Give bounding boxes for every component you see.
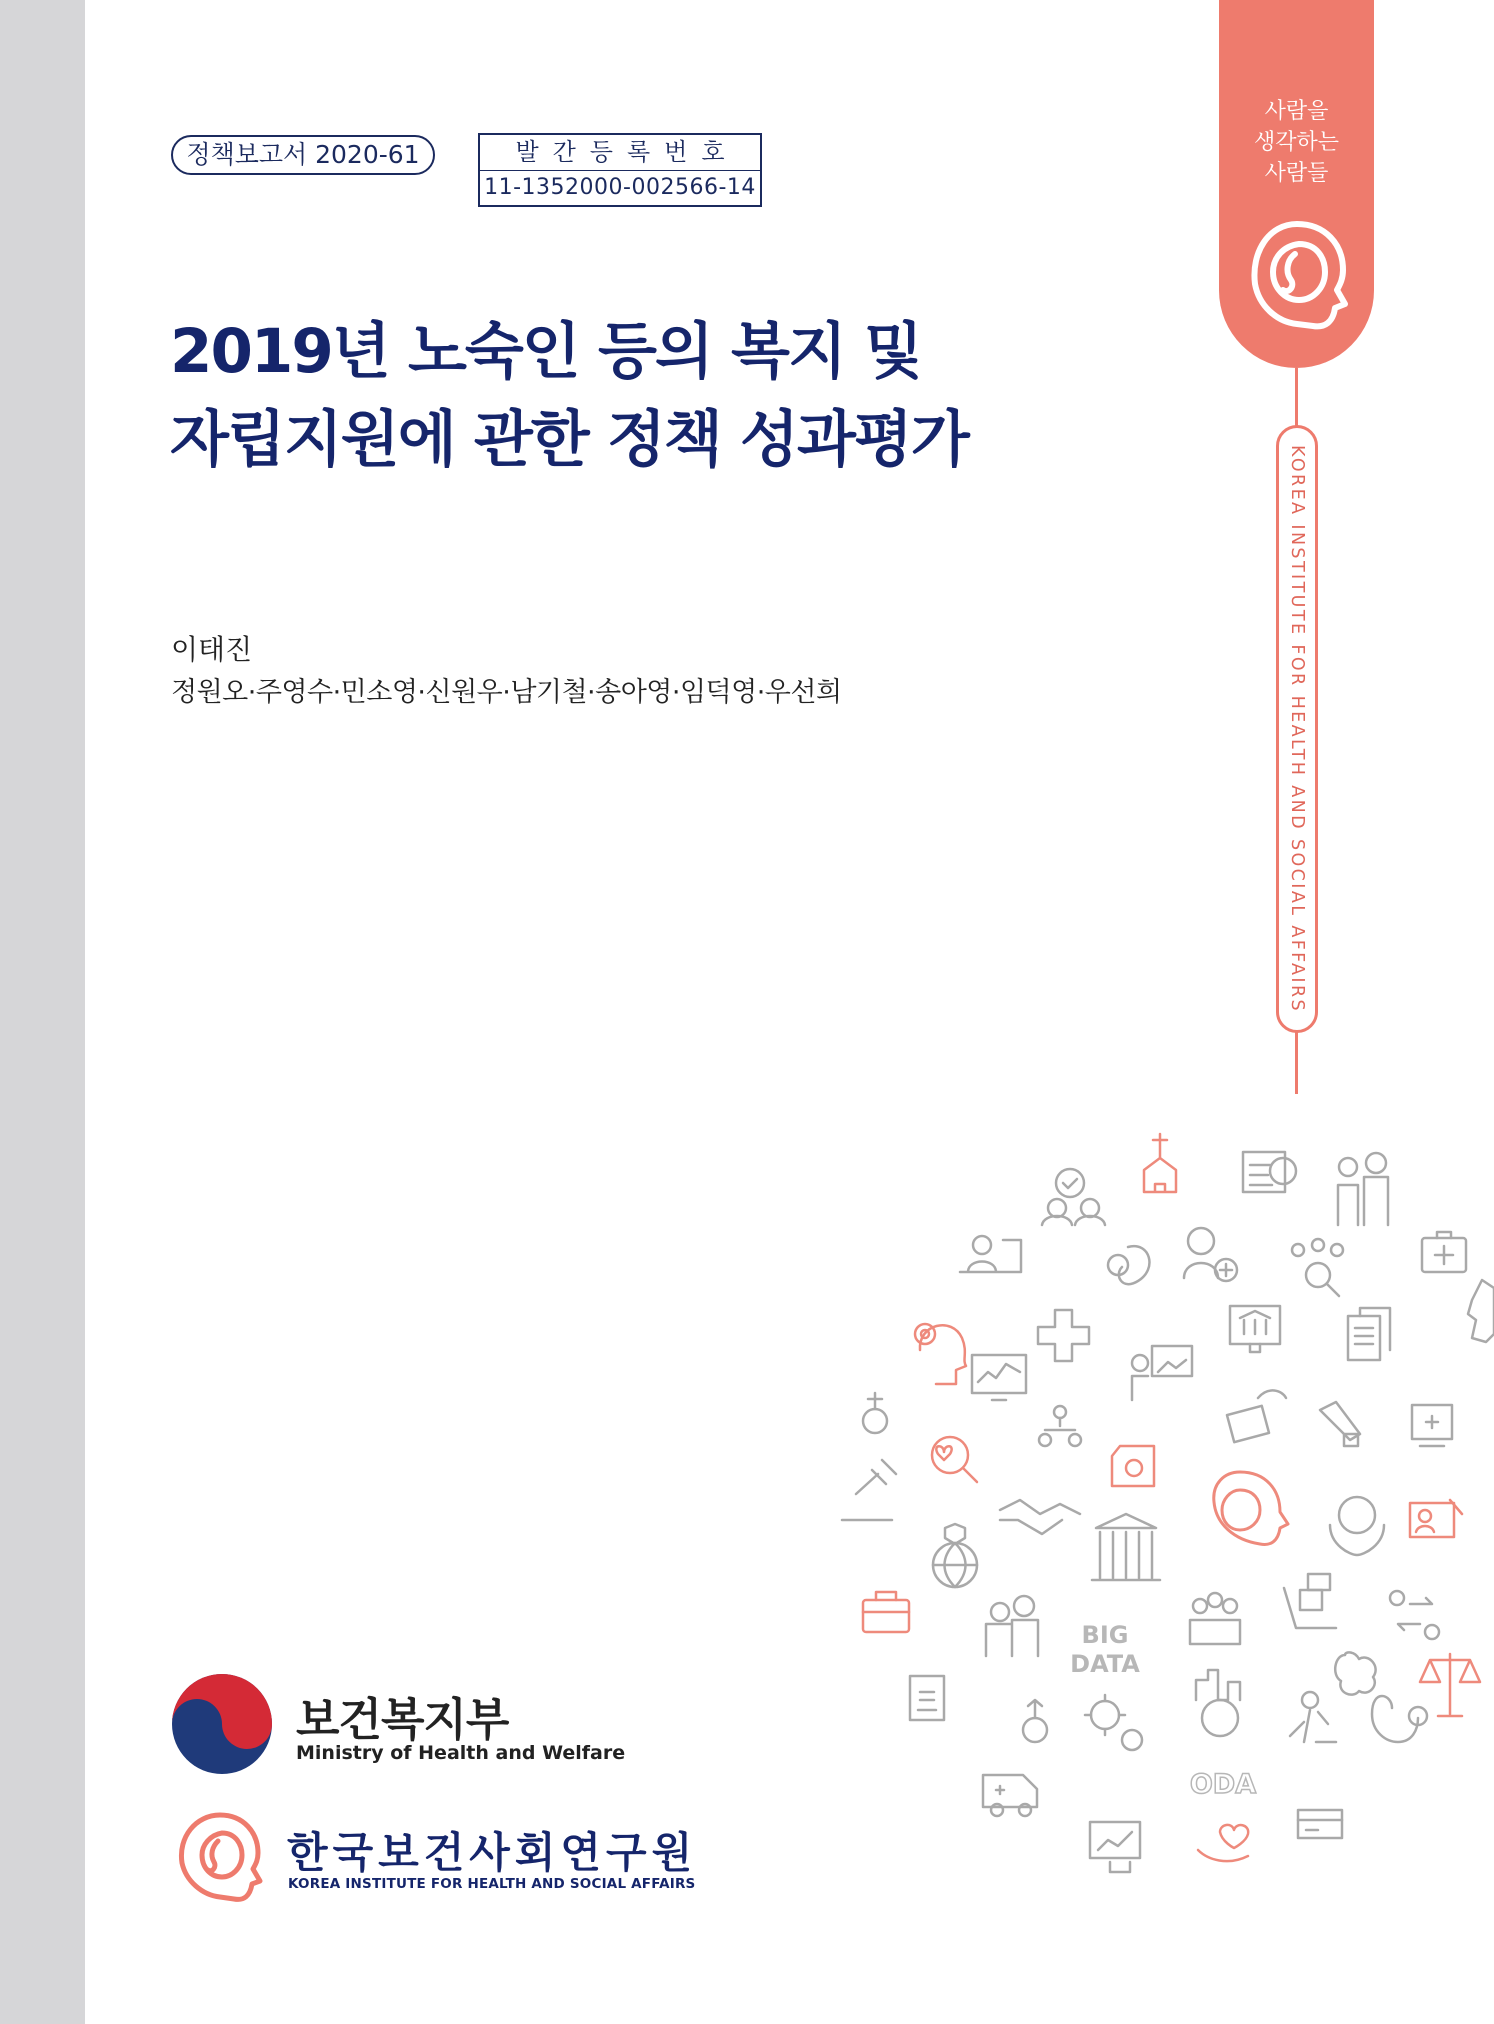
- chart-screen-icon: [972, 1355, 1026, 1400]
- health-computer-icon: [1412, 1405, 1452, 1446]
- lead-author: 이태진: [171, 633, 253, 666]
- kihasa-head-icon: [1233, 210, 1361, 342]
- slogan-line-1: 사람을: [1264, 99, 1329, 124]
- registration-label: 발간등록번호: [480, 135, 760, 171]
- big-data-line-2: DATA: [1070, 1650, 1140, 1678]
- oda-label: ODA: [1189, 1769, 1257, 1800]
- ambulance-icon: [983, 1775, 1037, 1816]
- vertical-institute-name: KOREA INSTITUTE FOR HEALTH AND SOCIAL AFFAIRS: [1287, 444, 1307, 1014]
- gears-icon: [1085, 1695, 1142, 1750]
- female-symbol-icon: [863, 1393, 887, 1433]
- document-stamp-icon: [910, 1676, 944, 1720]
- brain-icon: [1335, 1652, 1375, 1694]
- co-authors: 정원오·주영수·민소영·신원우·남기철·송아영·임덕영·우선희: [171, 677, 842, 708]
- first-aid-kit-icon: [1422, 1232, 1466, 1272]
- checklist-document-icon: [1348, 1308, 1390, 1360]
- male-symbol-icon: [1023, 1700, 1047, 1742]
- office-worker-icon: [960, 1236, 1021, 1272]
- balance-scale-icon: [1420, 1654, 1480, 1716]
- institute-name-english: KOREA INSTITUTE FOR HEALTH AND SOCIAL AFFAIRS: [288, 1876, 696, 1892]
- stethoscope-icon: [1372, 1696, 1427, 1742]
- organization-chart-icon: [1039, 1406, 1081, 1446]
- household-icon: [986, 1596, 1038, 1656]
- payment-hand-icon: [1227, 1390, 1286, 1442]
- cover-spine: [0, 0, 85, 2024]
- report-title: [170, 308, 968, 484]
- charity-hands-icon: [1198, 1825, 1248, 1861]
- finance-document-icon: [1243, 1152, 1296, 1192]
- id-card-icon: [1410, 1500, 1462, 1537]
- title-line-2: 자립지원에 관한 정책 성과평가: [170, 404, 968, 475]
- elderly-care-icon: [1290, 1692, 1336, 1742]
- ribbon-slogan: [1219, 96, 1374, 189]
- global-security-icon: [933, 1524, 977, 1587]
- kihasa-logo-icon: [170, 1807, 270, 1911]
- bottom-connector-line: [1295, 1031, 1298, 1094]
- medical-staff-icon: [1184, 1228, 1237, 1281]
- head-target-icon: [915, 1324, 966, 1384]
- people-search-icon: [1292, 1239, 1343, 1296]
- logistics-icon: [1284, 1574, 1336, 1628]
- ribbon-connector-line: [1295, 368, 1298, 428]
- gavel-icon: [842, 1460, 896, 1520]
- medical-cross-icon: [1038, 1310, 1089, 1361]
- church-icon: [1144, 1134, 1176, 1192]
- heart-search-icon: [932, 1437, 977, 1482]
- city-icon: [1196, 1670, 1240, 1736]
- ministry-name-english: Ministry of Health and Welfare: [296, 1742, 626, 1764]
- taegeuk-emblem-icon: [170, 1672, 274, 1776]
- welfare-icon-cloud: [840, 1120, 1494, 1900]
- institute-name-korean: 한국보건사회연구원: [287, 1828, 698, 1877]
- big-data-line-1: BIG: [1081, 1621, 1129, 1649]
- statistics-board-icon: [1090, 1822, 1140, 1872]
- institute-head-icon: [1214, 1472, 1288, 1544]
- government-building-icon: [1092, 1514, 1160, 1580]
- fetus-icon: [1108, 1246, 1149, 1284]
- registration-box: [478, 133, 762, 207]
- slogan-line-3: 사람들: [1264, 161, 1329, 186]
- report-series-tag: 정책보고서 2020-61: [171, 135, 435, 175]
- people-check-icon: [1042, 1169, 1105, 1225]
- card-payment-icon: [1298, 1810, 1342, 1838]
- public-office-icon: [1230, 1306, 1280, 1352]
- registration-number: 11-1352000-002566-14: [484, 175, 756, 200]
- wearable-device-icon: [1320, 1402, 1360, 1446]
- community-meeting-icon: [1190, 1593, 1240, 1644]
- briefcase-icon: [863, 1592, 909, 1632]
- exchange-icon: [1390, 1591, 1439, 1639]
- title-line-1: 2019년 노숙인 등의 복지 및: [170, 316, 922, 387]
- slogan-line-2: 생각하는: [1253, 130, 1339, 155]
- medical-record-icon: [1112, 1446, 1154, 1486]
- ministry-name-korean: 보건복지부: [296, 1693, 509, 1746]
- korea-map-icon: [1468, 1280, 1494, 1342]
- presentation-icon: [1132, 1346, 1192, 1400]
- environment-icon: [1330, 1497, 1384, 1555]
- handshake-icon: [1000, 1500, 1080, 1534]
- family-icon: [1338, 1153, 1388, 1225]
